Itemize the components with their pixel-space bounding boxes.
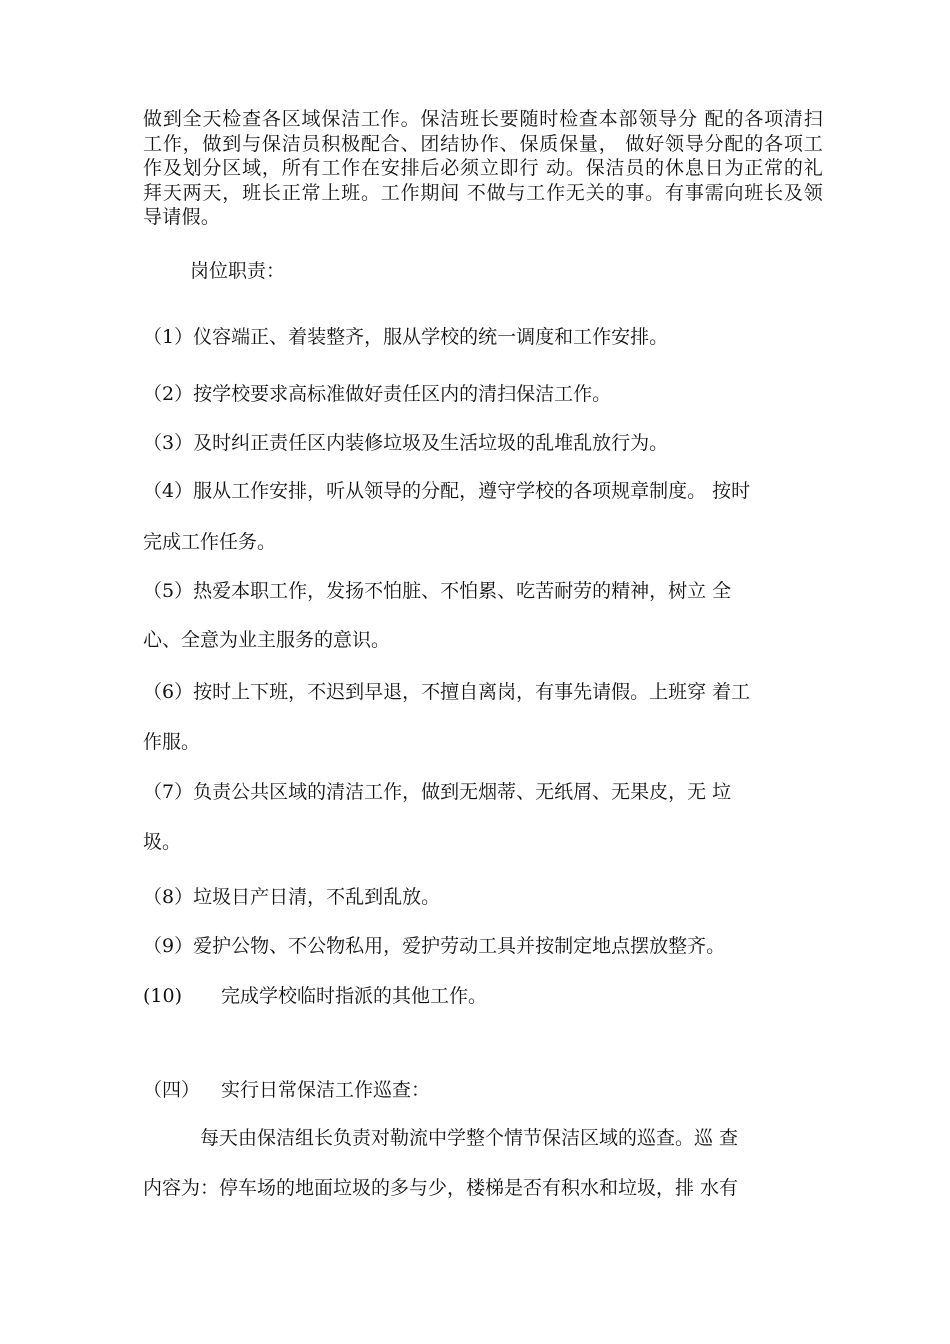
duty-text: 服从工作安排，听从领导的分配，遵守学校的各项规章制度。 按时 [193, 480, 751, 502]
duties-heading: 岗位职责： [190, 260, 286, 282]
duty-number: （9） [143, 935, 194, 957]
duty-text: 仪容端正、着装整齐，服从学校的统一调度和工作安排。 [193, 326, 669, 348]
duty-number: （5） [143, 580, 194, 602]
section-4-paragraph-line-2: 内容为：停车场的地面垃圾的多与少，楼梯是否有积水和垃圾，排 水有 [143, 1177, 739, 1199]
duty-item-10 [143, 983, 823, 1009]
duty-item-5-continued: 心、全意为业主服务的意识。 [143, 629, 391, 651]
duty-text: 按学校要求高标准做好责任区内的清扫保洁工作。 [193, 383, 612, 405]
duty-item-4-continued: 完成工作任务。 [143, 531, 277, 553]
intro-paragraph: 做到全天检查各区域保洁工作。保洁班长要随时检查本部领导分 配的各项清扫工作，做到与保洁员积极配合、团结协作、保质保量， 做好领导分配的各项工作及划分区域，所有工作在安排后必须立即行 动。保洁员的休息日为正常的礼拜天两天，班长正常上班。工作期间 不做与工作无关的事。有事需向班长及领导请假。 [143, 108, 823, 229]
duty-item-6 [143, 679, 823, 705]
duty-item-3 [143, 430, 823, 456]
duty-number: （4） [143, 480, 194, 502]
duty-text: 热爱本职工作，发扬不怕脏、不怕累、吃苦耐劳的精神，树立 全 [193, 580, 732, 602]
duty-item-4 [143, 478, 823, 504]
section-title: 实行日常保洁工作巡查： [221, 1079, 431, 1101]
duty-item-7 [143, 779, 823, 805]
duty-text: 爱护公物、不公物私用，爱护劳动工具并按制定地点摆放整齐。 [193, 935, 726, 957]
duty-number: （7） [143, 781, 194, 803]
duty-item-1 [143, 324, 823, 350]
duty-item-8 [143, 884, 823, 910]
duty-number: （2） [143, 383, 194, 405]
duty-text: 垃圾日产日清，不乱到乱放。 [193, 886, 441, 908]
duty-text: 完成学校临时指派的其他工作。 [221, 985, 488, 1007]
duty-number: （1） [143, 326, 194, 348]
section-4-heading [143, 1077, 823, 1103]
duty-text: 按时上下班，不迟到早退，不擅自离岗，有事先请假。上班穿 着工 [193, 681, 751, 703]
duty-number: （8） [143, 886, 194, 908]
duty-item-7-continued: 圾。 [143, 831, 182, 853]
duty-item-9 [143, 933, 823, 959]
duty-item-5 [143, 578, 823, 604]
duty-item-6-continued: 作服。 [143, 731, 201, 753]
section-number: （四） [143, 1079, 201, 1101]
duty-text: 及时纠正责任区内装修垃圾及生活垃圾的乱堆乱放行为。 [193, 432, 669, 454]
duty-number: (10) [143, 985, 183, 1007]
duty-text: 负责公共区域的清洁工作，做到无烟蒂、无纸屑、无果皮，无 垃 [193, 781, 732, 803]
duty-item-2 [143, 381, 823, 407]
duty-number: （6） [143, 681, 194, 703]
duty-number: （3） [143, 432, 194, 454]
section-4-paragraph-line-1: 每天由保洁组长负责对勒流中学整个情节保洁区域的巡查。巡 查 [200, 1127, 739, 1149]
